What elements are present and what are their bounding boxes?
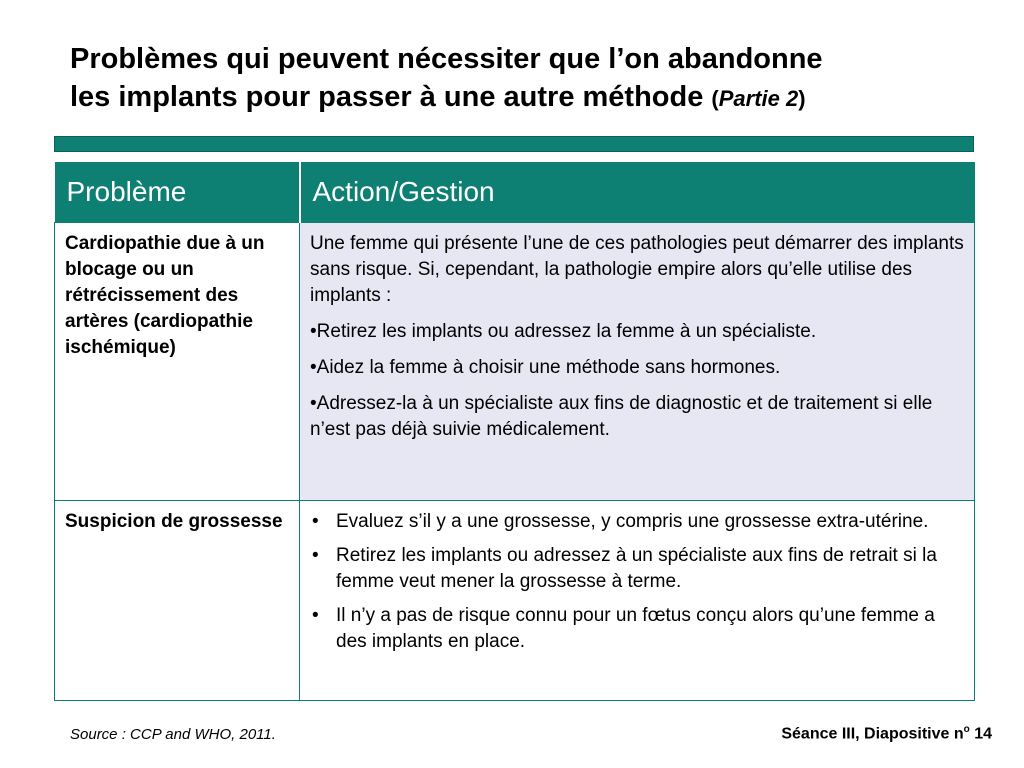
action-intro: Une femme qui présente l’une de ces pathologies peut démarrer des implants sans risque. Si, cependant, la pathologie empire alors qu’elle utilise des implants : (310, 232, 964, 306)
source-citation: Source : CCP and WHO, 2011. (70, 726, 276, 743)
action-list (310, 319, 964, 443)
list-item: • Il n’y a pas de risque connu pour un fœtus conçu alors qu’une femme a des implants en place. (310, 603, 964, 655)
slide-number: Séance III, Diapositive $n^o$ 14 (781, 724, 992, 743)
action-cell (300, 500, 975, 700)
title-line-2 (70, 78, 990, 118)
problem-cell: Cardiopathie due à un blocage ou un rétrécissement des artères (cardiopathie ischémique) (55, 222, 300, 500)
list-item: •Adressez-la à un spécialiste aux fins de diagnostic et de traitement si elle n’est pas déjà suivie médicalement. (310, 392, 933, 440)
problem-cell: Suspicion de grossesse (55, 500, 300, 700)
table-header-row (55, 162, 975, 222)
action-cell (300, 222, 975, 500)
title-part-label: (Partie 2) (711, 86, 806, 111)
title-line-2-text: les implants pour passer à une autre méthode (70, 81, 704, 113)
title-divider-bar (54, 136, 974, 152)
column-header-problem: Problème (55, 162, 300, 222)
table-row (55, 500, 975, 700)
problem-action-table (54, 162, 975, 701)
list-item: •Retirez les implants ou adressez la femme à un spécialiste. (310, 320, 817, 342)
title-line-1: Problèmes qui peuvent nécessiter que l’on abandonne (70, 43, 823, 75)
table-row (55, 222, 975, 500)
column-header-action: Action/Gestion (300, 162, 975, 222)
action-list (310, 509, 964, 655)
list-item: • Retirez les implants ou adressez à un spécialiste aux fins de retrait si la femme veut mener la grossesse à terme. (310, 543, 964, 595)
slide-title (70, 40, 990, 118)
list-item: •Aidez la femme à choisir une méthode sans hormones. (310, 356, 781, 378)
list-item: • Evaluez s’il y a une grossesse, y compris une grossesse extra-utérine. (310, 509, 964, 535)
